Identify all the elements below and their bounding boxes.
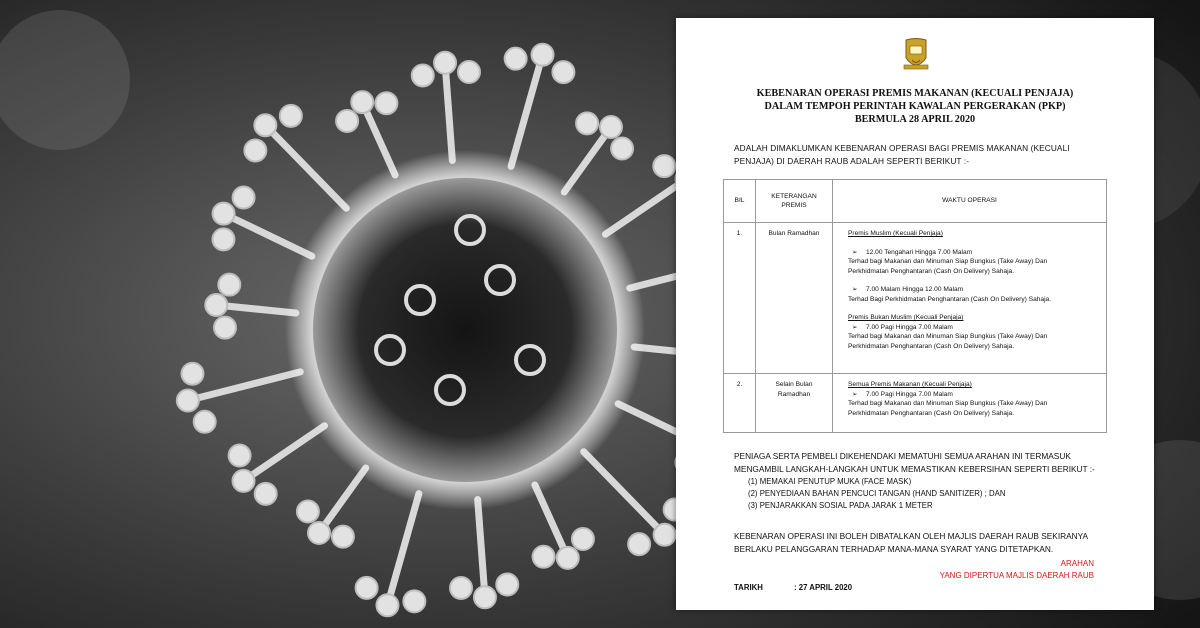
time-item (848, 248, 1104, 258)
title-line: KEBENARAN OPERASI PREMIS MAKANAN (KECUALI PENJAJA) (756, 88, 1074, 99)
notice-document (676, 18, 1154, 610)
section-heading: Premis Muslim (Kecuali Penjaja) (848, 230, 943, 237)
cancellation-paragraph (734, 530, 1106, 556)
list-item: (1) MEMAKAI PENUTUP MUKA (FACE MASK) (748, 477, 912, 486)
intro-paragraph (734, 142, 1106, 168)
arrow-bullet-icon: ➢ (852, 323, 858, 331)
time-range: 12.00 Tengahari Hingga 7.00 Malam (866, 248, 973, 256)
condition-line: Terhad bagi Makanan dan Minuman Siap Bungkus (Take Away) Dan (848, 400, 1048, 407)
arrow-bullet-icon: ➢ (852, 248, 858, 256)
time-item (848, 323, 1104, 333)
intro-line: PENJAJA) DI DAERAH RAUB ADALAH SEPERTI BERIKUT :- (734, 156, 970, 166)
row-waktu-operasi (833, 223, 1107, 374)
paragraph-line: PENIAGA SERTA PEMBELI DIKEHENDAKI MEMATUHI SEMUA ARAHAN INI TERMASUK (734, 451, 1071, 461)
header-keterangan (756, 180, 833, 223)
date-label: TARIKH (734, 583, 763, 592)
list-item: (3) PENJARAKKAN SOSIAL PADA JARAK 1 METER (748, 501, 933, 511)
paragraph-line: KEBENARAN OPERASI INI BOLEH DIBATALKAN OLEH MAJLIS DAERAH RAUB SEKIRANYA (734, 531, 1089, 541)
time-range: 7.00 Pagi Hingga 7.00 Malam (866, 390, 953, 398)
row-keterangan (756, 374, 833, 433)
section-heading: Premis Bukan Muslim (Kecuali Penjaja) (848, 314, 964, 321)
arahan-label: ARAHAN (1060, 559, 1094, 568)
hygiene-paragraph (734, 450, 1106, 476)
section-heading: Semua Premis Makanan (Kecuali Penjaja) (848, 381, 972, 388)
council-crest-icon (903, 38, 929, 72)
time-item (848, 390, 1104, 400)
paragraph-line: MENGAMBIL LANGKAH-LANGKAH UNTUK MEMASTIKAN KEBERSIHAN SEPERTI BERIKUT :- (734, 464, 1095, 474)
title-line: BERMULA 28 APRIL 2020 (854, 114, 976, 125)
intro-line: ADALAH DIMAKLUMKAN KEBENARAN OPERASI BAGI PREMIS MAKANAN (KECUALI (734, 143, 1070, 153)
header-keterangan-label: KETERANGAN PREMIS (771, 192, 817, 209)
condition-line: Perkhidmatan Penghantaran (Cash On Delivery) Sahaja. (848, 267, 1015, 275)
date-line (734, 583, 852, 592)
time-range: 7.00 Pagi Hingga 7.00 Malam (866, 323, 953, 331)
operating-hours-table (723, 179, 1107, 433)
condition-line: Perkhidmatan Penghantaran (Cash On Delivery) Sahaja. (848, 409, 1015, 417)
row-keterangan: Bulan Ramadhan (756, 223, 833, 374)
row-waktu-operasi (833, 374, 1107, 433)
paragraph-line: BERLAKU PELANGGARAN TERHADAP MANA-MANA SYARAT YANG DITETAPKAN. (734, 544, 1054, 554)
table-header-row (724, 180, 1107, 223)
signatory-title: YANG DIPERTUA MAJLIS DAERAH RAUB (939, 571, 1094, 580)
row-bil: 1. (724, 223, 756, 374)
header-waktu-operasi: WAKTU OPERASI (833, 180, 1107, 223)
condition-line: Terhad Bagi Perkhidmatan Penghantaran (Cash On Delivery) Sahaja. (848, 295, 1052, 303)
keterangan-line: Selain Bulan (775, 381, 813, 388)
arrow-bullet-icon: ➢ (852, 390, 858, 398)
table-row (724, 223, 1107, 374)
time-item (848, 285, 1104, 295)
keterangan-line: Ramadhan (777, 390, 811, 398)
measures-list (748, 476, 1005, 513)
header-bil: BIL (724, 180, 756, 223)
title-line: DALAM TEMPOH PERINTAH KAWALAN PERGERAKAN (PKP) (764, 101, 1066, 112)
condition-line: Terhad bagi Makanan dan Minuman Siap Bungkus (Take Away) Dan (848, 258, 1048, 265)
time-range: 7.00 Malam Hingga 12.00 Malam (866, 286, 964, 293)
table-row (724, 374, 1107, 433)
date-value: : 27 APRIL 2020 (794, 583, 853, 592)
document-title (676, 87, 1154, 126)
condition-line: Terhad bagi Makanan dan Minuman Siap Bungkus (Take Away) Dan (848, 333, 1048, 340)
list-item: (2) PENYEDIAAN BAHAN PENCUCI TANGAN (HAND SANITIZER) ; DAN (748, 489, 1006, 499)
arrow-bullet-icon: ➢ (852, 286, 858, 293)
condition-line: Perkhidmatan Penghantaran (Cash On Delivery) Sahaja. (848, 342, 1015, 350)
row-bil: 2. (724, 374, 756, 433)
